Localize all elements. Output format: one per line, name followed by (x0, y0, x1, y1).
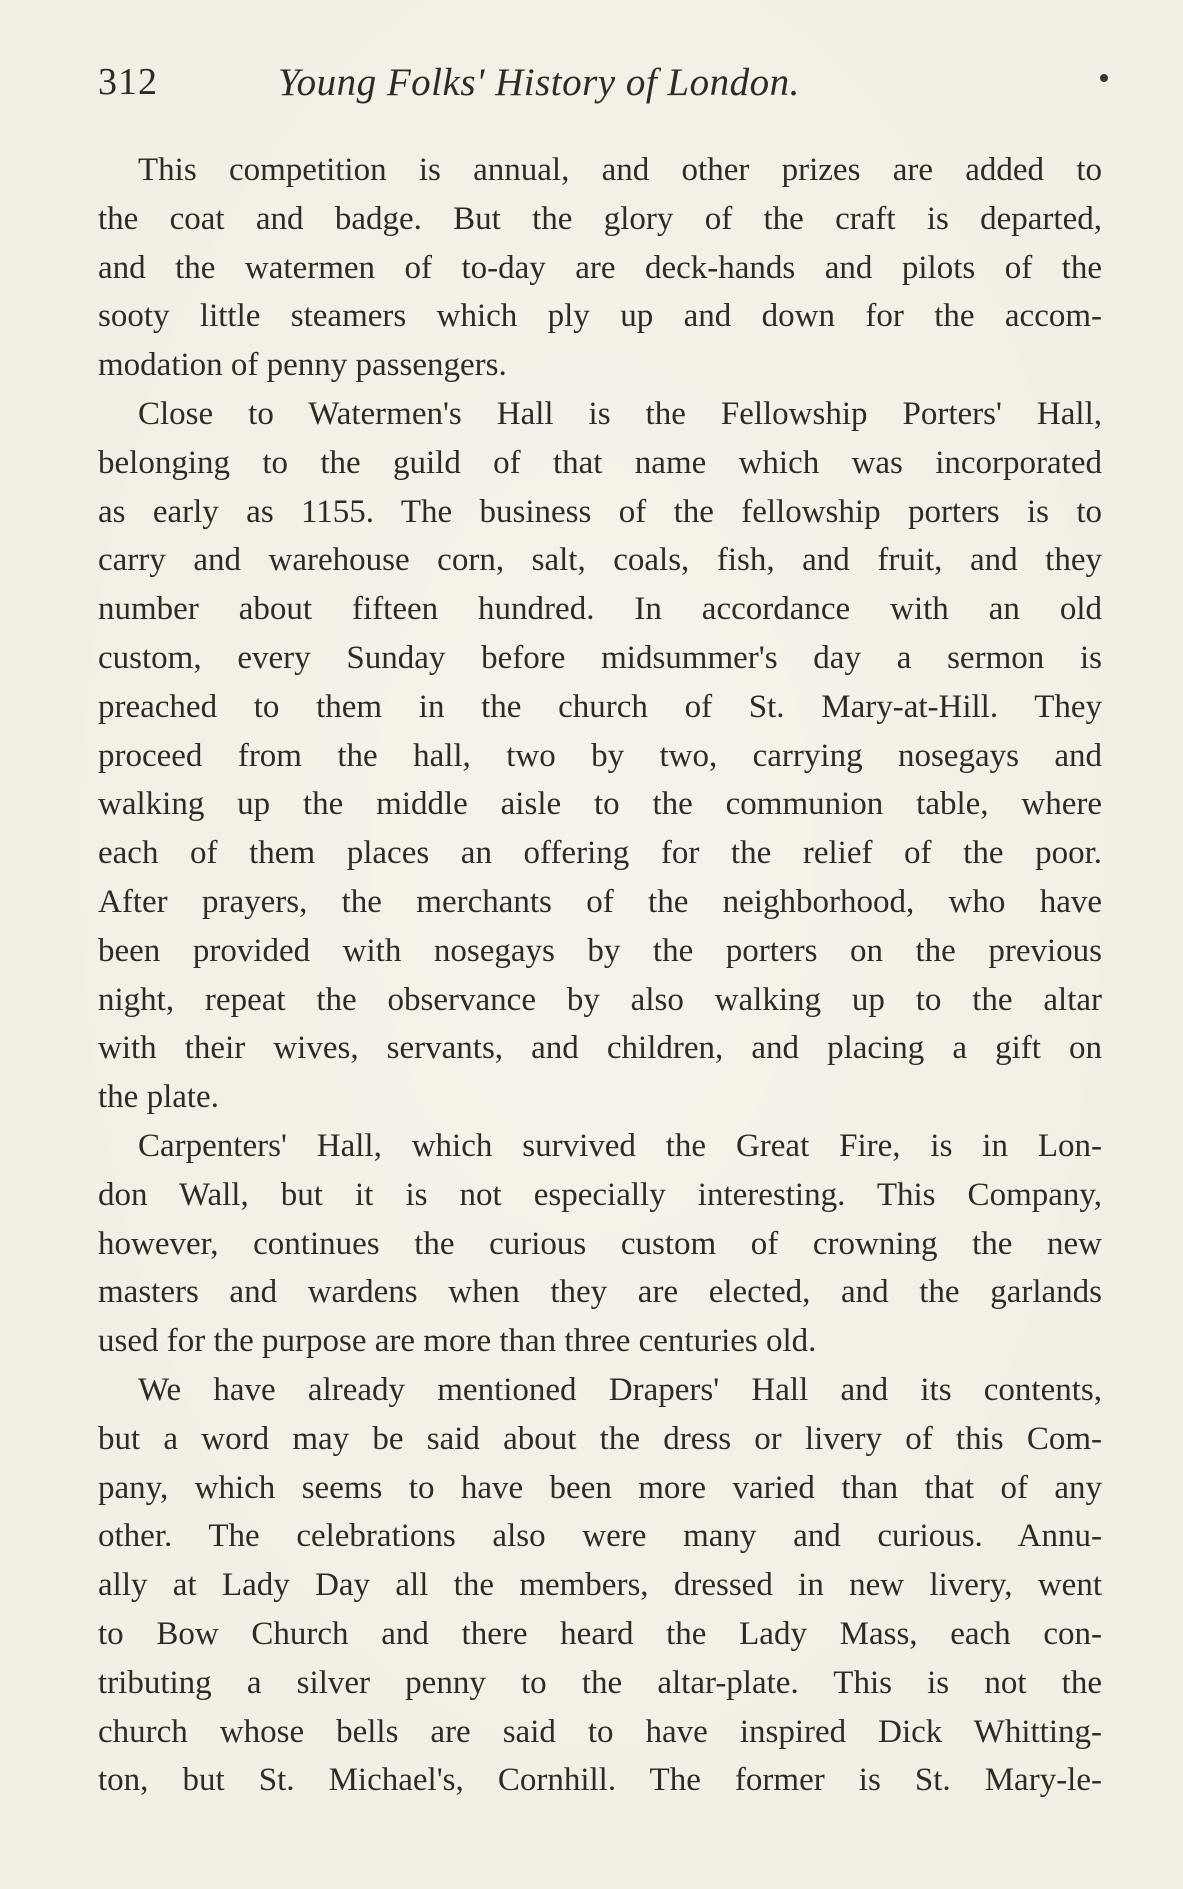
running-title: Young Folks' History of London. (278, 61, 800, 104)
text-line: This competition is annual, and other prizes are added to (138, 152, 1102, 188)
text-line: Carpenters' Hall, which survived the Great Fire, is in Lon- (138, 1127, 1102, 1164)
text-line: walking up the middle aisle to the communion table, where (98, 786, 1102, 823)
text-line: and the watermen of to-day are deck-hands and pilots of the (98, 249, 1102, 286)
text-line: Close to Watermen's Hall is the Fellowship Porters' Hall, (138, 395, 1102, 432)
text-line: We have already mentioned Drapers' Hall and its contents, (138, 1371, 1102, 1408)
text-line: the coat and badge. But the glory of the craft is departed, (98, 200, 1102, 237)
running-head (98, 60, 1128, 110)
text-line: each of them places an offering for the relief of the poor. (98, 835, 1102, 872)
text-line: but a word may be said about the dress or livery of this Com- (98, 1420, 1102, 1457)
paragraph-3 (98, 1122, 1102, 1366)
text-line: After prayers, the merchants of the neighborhood, who have (98, 883, 1102, 920)
printer-mark-dot (1100, 74, 1108, 82)
paragraph-2 (98, 390, 1102, 1122)
text-line: been provided with nosegays by the porters on the previous (98, 932, 1102, 969)
text-line: number about fifteen hundred. In accordance with an old (98, 591, 1102, 628)
text-line: preached to them in the church of St. Mary-at-Hill. They (98, 688, 1102, 725)
text-line: however, continues the curious custom of crowning the new (98, 1225, 1102, 1262)
text-line: ally at Lady Day all the members, dressed in new livery, went (98, 1567, 1102, 1604)
text-line: church whose bells are said to have inspired Dick Whitting- (98, 1713, 1102, 1750)
text-line: belonging to the guild of that name which was incorporated (98, 444, 1102, 481)
text-line: the plate. (98, 1079, 219, 1116)
text-line: with their wives, servants, and children, and placing a gift on (98, 1030, 1102, 1067)
text-line: as early as 1155. The business of the fellowship porters is to (98, 493, 1102, 530)
paragraph-1 (98, 146, 1102, 390)
page-number: 312 (98, 61, 158, 103)
text-line: carry and warehouse corn, salt, coals, fish, and fruit, and they (98, 542, 1102, 579)
text-line: don Wall, but it is not especially interesting. This Company, (98, 1176, 1102, 1213)
text-line: tributing a silver penny to the altar-plate. This is not the (98, 1664, 1102, 1701)
text-line: pany, which seems to have been more varied than that of any (98, 1469, 1102, 1506)
body-text (98, 146, 1102, 1805)
text-line: custom, every Sunday before midsummer's day a sermon is (98, 639, 1102, 676)
text-line: used for the purpose are more than three centuries old. (98, 1323, 817, 1360)
text-line: modation of penny passengers. (98, 347, 507, 384)
text-line: ton, but St. Michael's, Cornhill. The former is St. Mary-le- (98, 1762, 1102, 1799)
text-line: masters and wardens when they are elected, and the garlands (98, 1274, 1102, 1311)
text-line: sooty little steamers which ply up and down for the accom- (98, 298, 1102, 335)
paragraph-4 (98, 1366, 1102, 1805)
text-line: proceed from the hall, two by two, carrying nosegays and (98, 737, 1102, 774)
text-line: to Bow Church and there heard the Lady Mass, each con- (98, 1615, 1102, 1652)
text-line: other. The celebrations also were many and curious. Annu- (98, 1518, 1102, 1555)
text-line: night, repeat the observance by also walking up to the altar (98, 981, 1102, 1018)
